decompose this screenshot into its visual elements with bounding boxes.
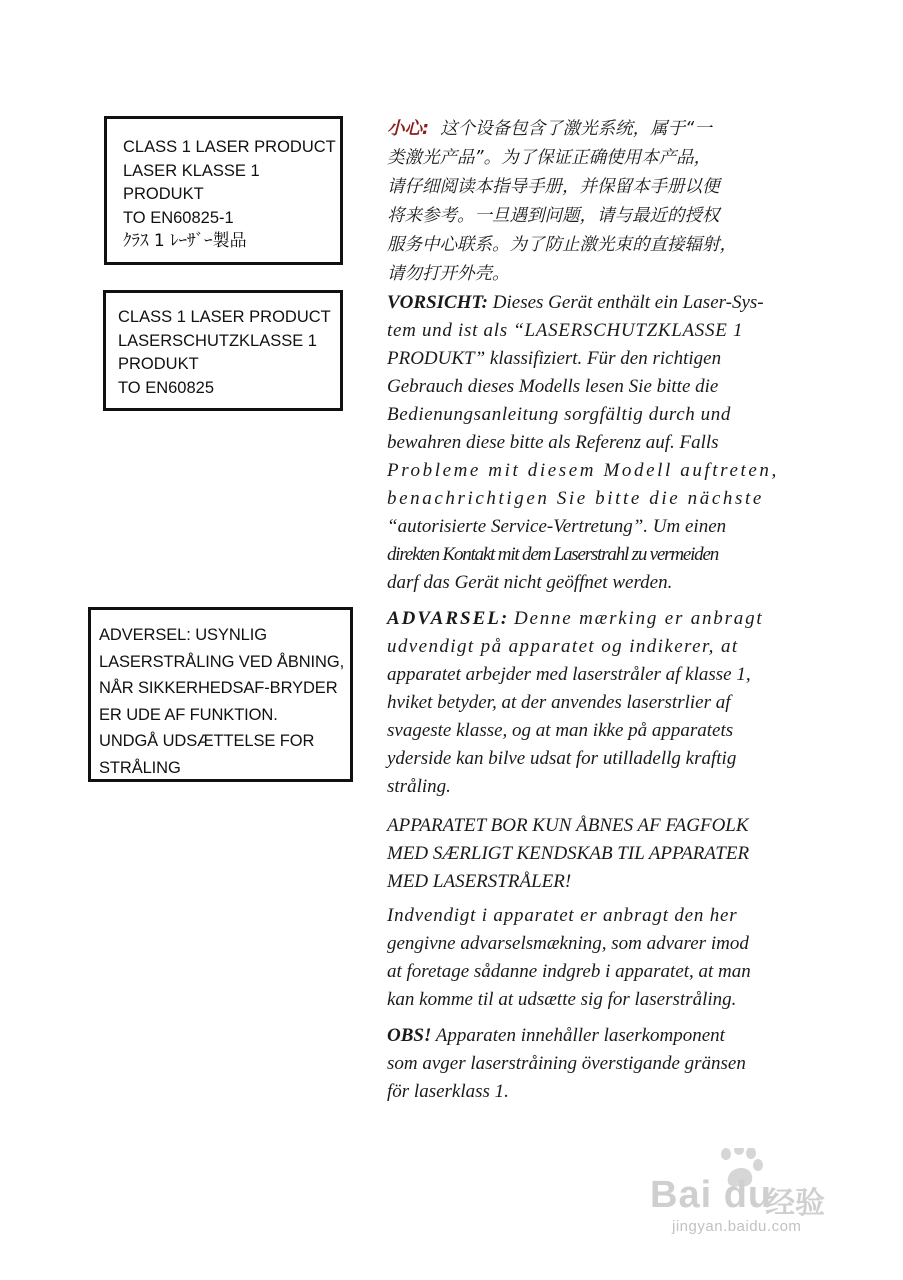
text-line: 请仔细阅读本指导手册，并保留本手册以便 xyxy=(387,177,720,197)
label-line: PRODUKT xyxy=(123,185,204,203)
text-line: at foretage sådanne indgreb i apparatet, at man xyxy=(387,961,751,982)
watermark-url: jingyan.baidu.com xyxy=(672,1218,802,1235)
label-line: ADVERSEL: USYNLIG xyxy=(99,626,267,644)
text-line: Probleme mit diesem Modell auftreten, xyxy=(387,460,779,481)
text-line: darf das Gerät nicht geöffnet werden. xyxy=(387,572,673,593)
text-line: som avger laserstråining överstigande gränsen xyxy=(387,1053,746,1074)
caution-paragraph-de xyxy=(387,289,799,597)
text-line: 类激光产品”。为了保证正确使用本产品， xyxy=(387,148,712,168)
text-line: yderside kan bilve udsat for utilladellg kraftig xyxy=(387,748,737,769)
text-line: Gebrauch dieses Modells lesen Sie bitte die xyxy=(387,376,719,397)
text-line: hviket betyder, at der anvendes laserstrlier af xyxy=(387,692,731,713)
label-line: CLASS 1 LASER PRODUCT xyxy=(123,138,336,156)
text-line: Bedienungsanleitung sorgfältig durch und xyxy=(387,404,731,425)
text-line: gengivne advarselsmækning, som advarer imod xyxy=(387,933,749,954)
text-line: för laserklass 1. xyxy=(387,1081,509,1102)
text-line: OBS! Apparaten innehåller laserkomponent xyxy=(387,1025,725,1046)
baidu-jingyan-watermark xyxy=(642,1148,852,1248)
text-line: 小心: 这个设备包含了激光系统，属于“一 xyxy=(387,119,712,139)
label-line: TO EN60825 xyxy=(118,378,215,397)
laser-warning-label-da xyxy=(88,607,353,782)
watermark-brand-cn: 经验 xyxy=(765,1186,825,1221)
obs-lead-sv: OBS! xyxy=(387,1025,432,1046)
text-line: 服务中心联系。为了防止激光束的直接辐射， xyxy=(387,235,737,255)
text-line: APPARATET BOR KUN ÅBNES AF FAGFOLK xyxy=(387,815,749,836)
text-line: Indvendigt i apparatet er anbragt den her xyxy=(387,905,738,926)
text-line: udvendigt på apparatet og indikerer, at xyxy=(387,636,739,657)
laser-label-class1-de xyxy=(103,290,343,411)
warning-paragraph-da xyxy=(387,605,799,801)
watermark-brand: Bai du xyxy=(650,1174,773,1216)
obs-paragraph-sv xyxy=(387,1022,799,1106)
label-line: LASERSCHUTZKLASSE 1 xyxy=(118,331,317,350)
label-line: STRÅLING xyxy=(99,758,181,777)
caution-lead-de: VORSICHT: xyxy=(387,292,489,313)
label-line: UNDGÅ UDSÆTTELSE FOR xyxy=(99,732,315,750)
text-line: MED SÆRLIGT KENDSKAB TIL APPARATER xyxy=(387,843,750,864)
text-line: stråling. xyxy=(387,776,451,797)
text-line: 请勿打开外壳。 xyxy=(387,264,510,284)
text-line: PRODUKT” klassifiziert. Für den richtigen xyxy=(387,348,722,369)
text-line: bewahren diese bitte als Referenz auf. Falls xyxy=(387,432,719,453)
text-line: direkten Kontakt mit dem Laserstrahl zu vermeiden xyxy=(387,544,718,565)
label-line: PRODUKT xyxy=(118,355,199,373)
text-line: apparatet arbejder med laserstråler af klasse 1, xyxy=(387,664,751,685)
label-line: ER UDE AF FUNKTION. xyxy=(99,705,278,724)
text-line: tem und ist als “LASERSCHUTZKLASSE 1 xyxy=(387,320,744,341)
text-line: kan komme til at udsætte sig for laserstråling. xyxy=(387,989,737,1010)
label-line: NÅR SIKKERHEDSAF-BRYDER xyxy=(99,679,338,697)
text-line: benachrichtigen Sie bitte die nächste xyxy=(387,488,764,509)
text-line: MED LASERSTRÅLER! xyxy=(387,871,572,892)
label-line: ｸﾗｽ 1 ﾚｰｻﾞｰ製品 xyxy=(123,231,247,251)
label-line: CLASS 1 LASER PRODUCT xyxy=(118,308,331,326)
caution-lead-zh: 小心: xyxy=(387,119,429,139)
text-line: “autorisierte Service-Vertretung”. Um einen xyxy=(387,516,727,537)
label-line: LASER KLASSE 1 xyxy=(123,161,260,180)
text-line: VORSICHT: Dieses Gerät enthält ein Laser-Sys- xyxy=(387,292,764,313)
text-line: svageste klasse, og at man ikke på apparatets xyxy=(387,720,734,741)
warning-lead-da: ADVARSEL: xyxy=(387,608,510,629)
laser-label-class1-jp xyxy=(104,116,343,265)
text-line: 将来参考。一旦遇到问题，请与最近的授权 xyxy=(387,206,720,226)
text-line: ADVARSEL: Denne mærking er anbragt xyxy=(387,608,764,629)
label-line: TO EN60825-1 xyxy=(123,208,234,227)
caution-paragraph-zh xyxy=(387,115,799,289)
warning-caps-paragraph-da xyxy=(387,812,799,896)
label-line: LASERSTRÅLING VED ÅBNING, xyxy=(99,652,345,671)
internal-warning-paragraph-da xyxy=(387,902,799,1014)
